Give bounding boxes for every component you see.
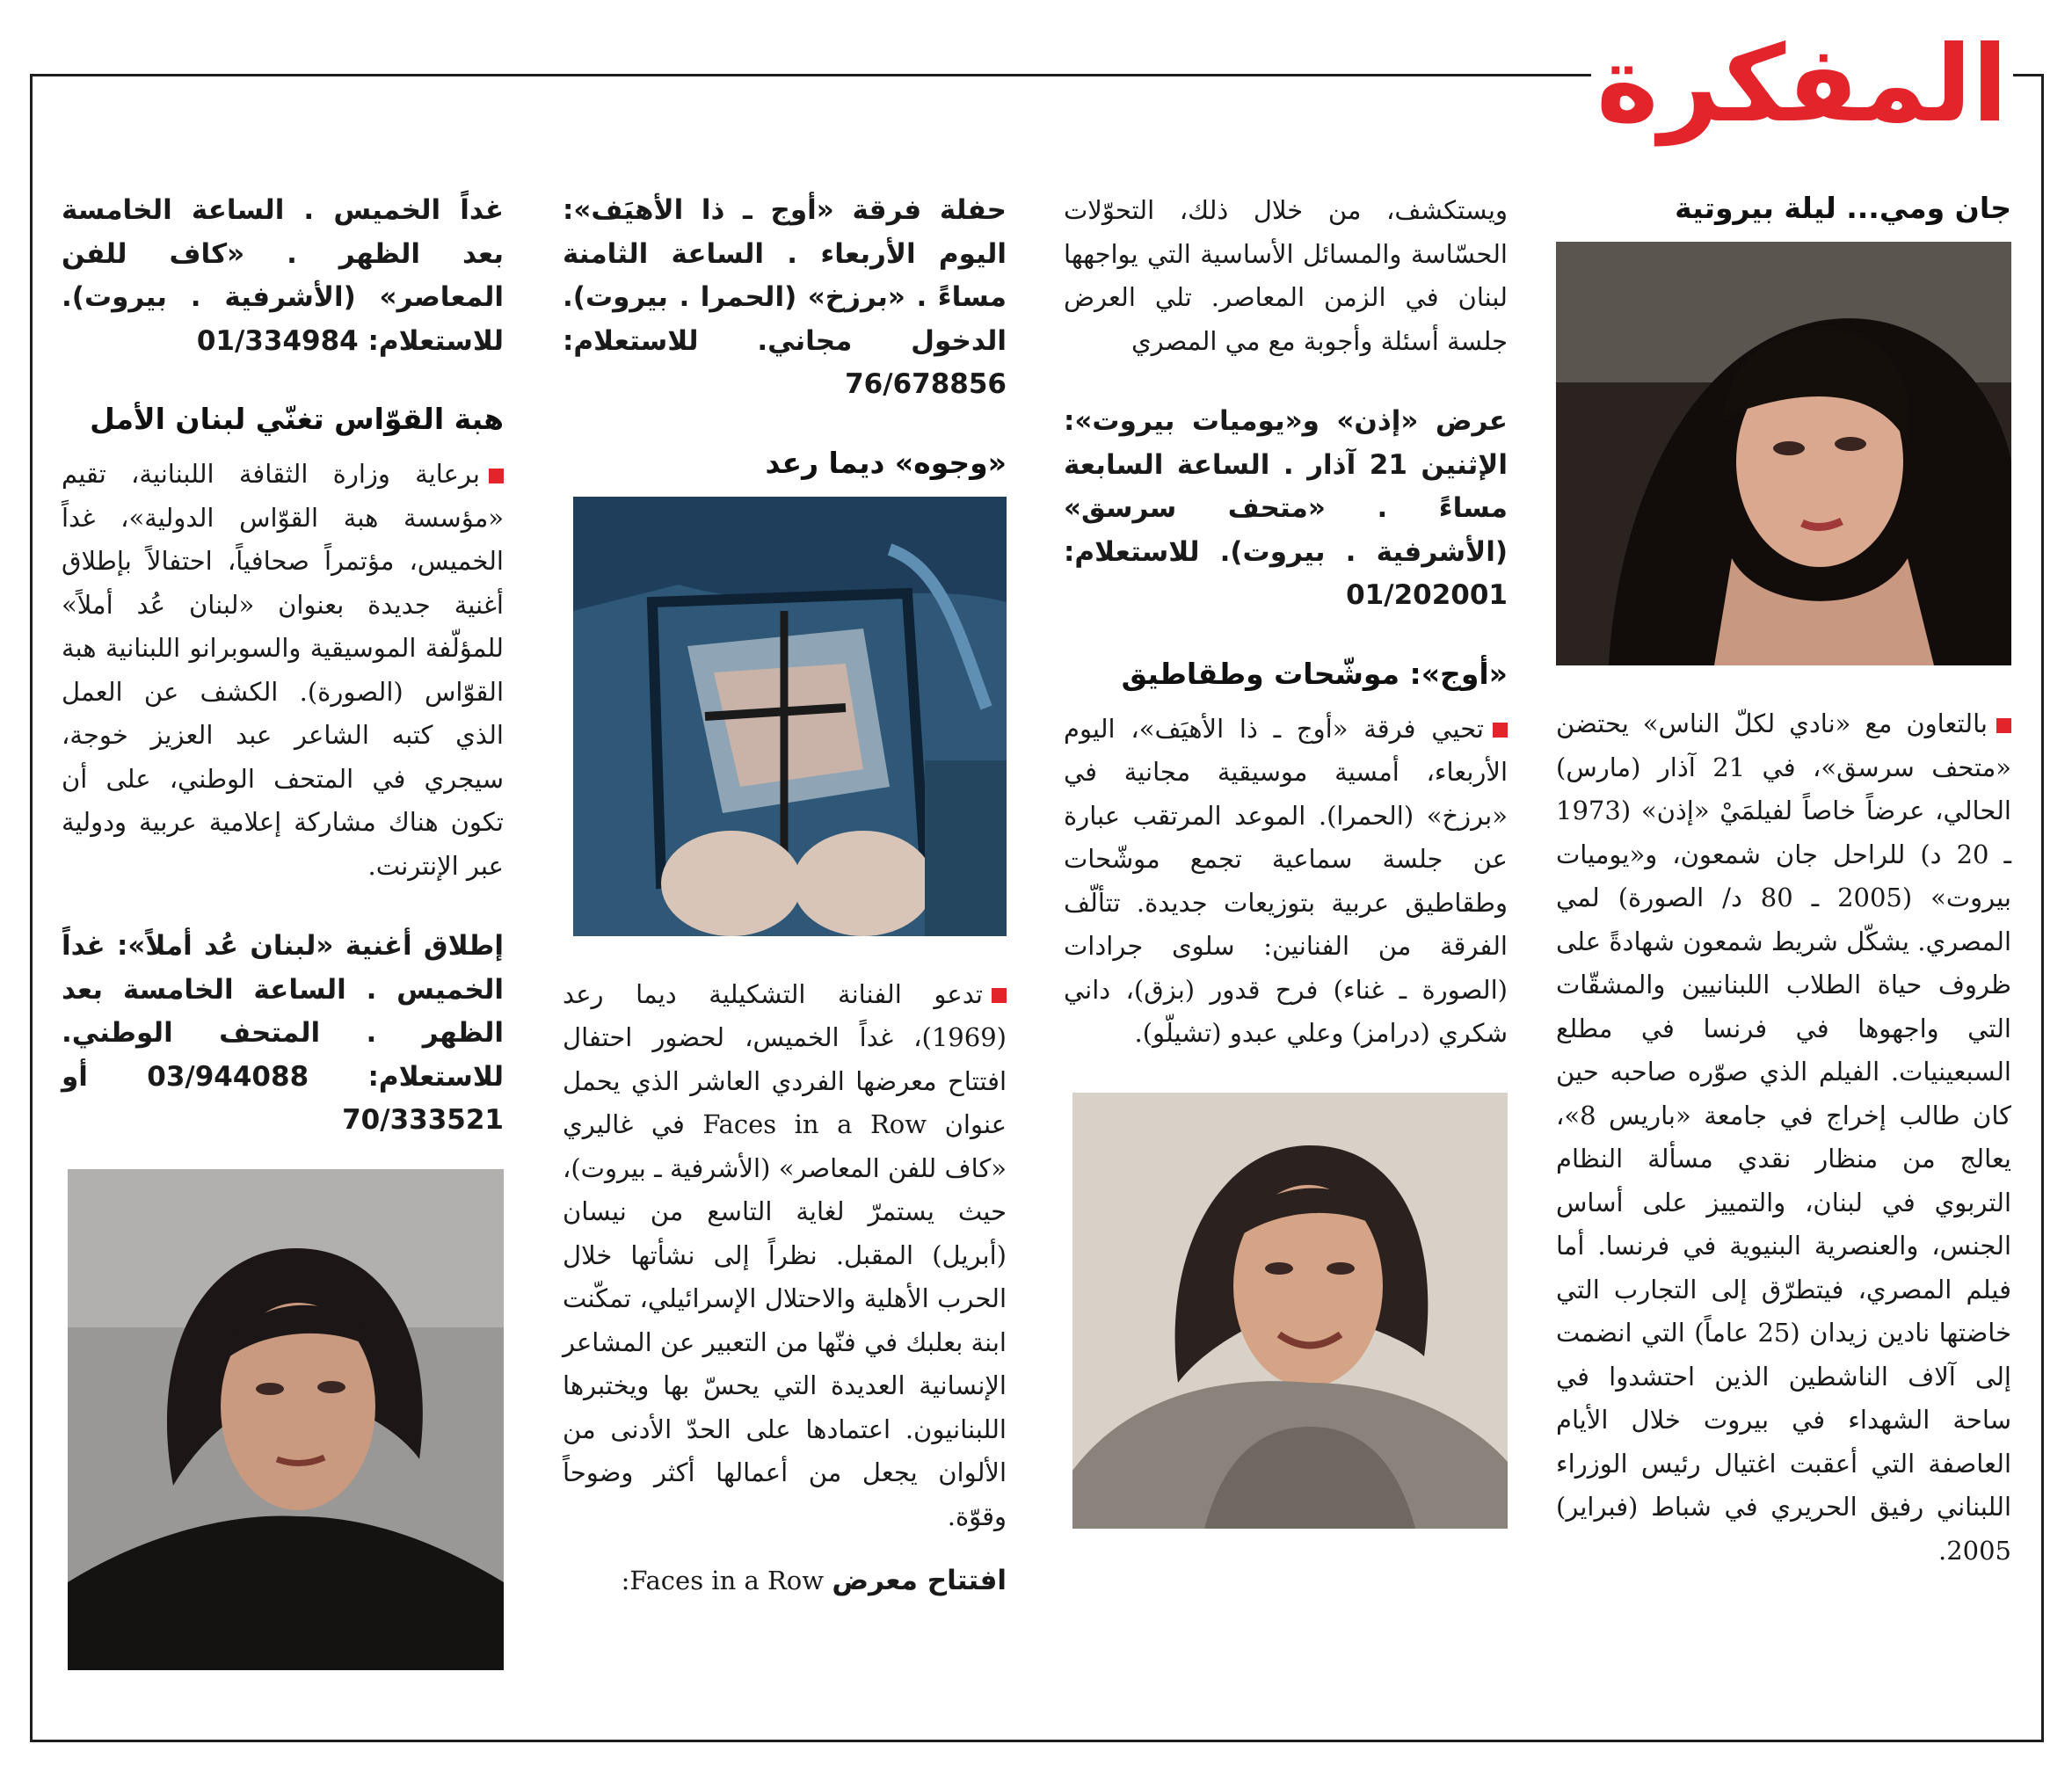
- headline-jan-mai: جان ومي... ليلة بيروتية: [1675, 191, 2011, 225]
- bullet-square: [1996, 718, 2011, 733]
- column-hiba-kawas: [62, 189, 504, 1670]
- headline-hiba-kawas: هبة القوّاس تغنّي لبنان الأمل: [90, 402, 504, 436]
- photo-mai-masri: [1556, 242, 2011, 665]
- caption-exhibition: [563, 1561, 1007, 1600]
- event-info-dima-raad: غداً الخميس . الساعة الخامسة بعد الظهر . «كاف للفن المعاصر» (الأشرفية . بيروت). للاستعلام: 01/334984: [62, 194, 504, 357]
- column-jan-and-mai: [1556, 189, 2011, 1573]
- portrait-soprano-icon: [68, 1169, 504, 1670]
- painting-dima-raad: [573, 497, 1007, 936]
- event-info-hiba-kawas: إطلاق أغنية «لبنان عُد أملاً»: غداً الخميس . الساعة الخامسة بعد الظهر . المتحف الوطني. للاستعلام: 03/944088 أو 70/333521: [62, 930, 504, 1136]
- photo-hiba-kawas: [68, 1169, 504, 1670]
- caption-label: افتتاح معرض: [832, 1565, 1007, 1596]
- article-body-dima-raad: تدعو الفنانة التشكيلية ديما رعد (1969)، غداً الخميس، لحضور احتفال افتتاح معرضها الفردي العاشر الذي يحمل عنوان Faces in a Row في غاليري «كاف للفن المعاصر» (الأشرفية ـ بيروت)، حيث يستمرّ لغاية التاسع من نيسان (أبريل) المقبل. نظراً إلى نشأتها خلال الحرب الأهلية والاحتلال الإسرائيلي، تمكّنت ابنة بعلبك في فنّها من التعبير عن المشاعر الإنسانية العديدة التي يحسّ بها ويختبرها اللبنانيون. اعتمادها على الحدّ الأدنى من الألوان يجعل من أعمالها أكثر وضوحاً وقوّة.: [563, 978, 1007, 1531]
- caption-text: Faces in a Row:: [621, 1566, 825, 1595]
- bullet-square: [992, 988, 1007, 1003]
- headline-dima-raad: «وجوه» ديما رعد: [765, 445, 1007, 480]
- article-body-jan-mai: بالتعاون مع «نادي لكلّ الناس» يحتضن «متحف سرسق»، في 21 آذار (مارس) الحالي، عرضاً خاصاً لفيلمَيْ «إذن» (1973 ـ 20 د) للراحل جان شمعون، و«يوميات بيروت» (2005 ـ 80 د/ الصورة) لمي المصري. يشكّل شريط شمعون شهادةً على ظروف حياة الطلاب اللبنانيين والمشقّات التي واجهوها في فرنسا في مطلع السبعينيات. الفيلم الذي صوّره صاحبه حين كان طالب إخراج في جامعة «باريس 8»، يعالج من منظار نقدي مسألة النظام التربوي في لبنان، والتمييز على أساس الجنس، والعنصرية البنيوية في فرنسا. أما فيلم المصري، فيتطرّق إلى التجارب التي خاضتها نادين زيدان (25 عاماً) التي انضمت إلى آلاف الناشطين الذين احتشدوا في ساحة الشهداء في بيروت خلال الأيام العاصفة التي أعقبت اغتيال رئيس الوزراء اللبناني رفيق الحريري في شباط (فبراير) 2005.: [1556, 709, 2012, 1566]
- bullet-square: [1493, 723, 1508, 738]
- article-body-hiba-kawas: برعاية وزارة الثقافة اللبنانية، تقيم «مؤسسة هبة القوّاس الدولية»، غداً الخميس، مؤتمراً صحافياً، احتفالاً بإطلاق أغنية جديدة بعنوان «لبنان عُد أملاً» للمؤلّفة الموسيقية والسوبرانو اللبنانية هبة القوّاس (الصورة). الكشف عن العمل الذي كتبه الشاعر عبد العزيز خوجة، سيجري في المتحف الوطني، على أن تكون هناك مشاركة إعلامية عربية ودولية عبر الإنترنت.: [62, 459, 504, 881]
- event-info-idhn: عرض «إذن» و«يوميات بيروت»: الإثنين 21 آذار . الساعة السابعة مساءً . «متحف سرسق» (الأشرفية . بيروت). للاستعلام: 01/202001: [1064, 405, 1508, 611]
- masthead: [1591, 19, 2013, 160]
- abstract-painting-icon: [573, 497, 1007, 936]
- portrait-woman-icon: [1556, 242, 2011, 665]
- headline-awj: «أوج»: موشّحات وطقاطيق: [1121, 656, 1508, 691]
- bullet-square: [489, 469, 504, 483]
- article-body-awj: تحيي فرقة «أوج ـ ذا الأهيَف»، اليوم الأربعاء، أمسية موسيقية مجانية في «برزخ» (الحمرا). الموعد المرتقب عبارة عن جلسة سماعية تجمع موشّحات وطقاطيق عربية بتوزيعات جديدة. تتألّف الفرقة من الفنانين: سلوى جرادات (الصورة ـ غناء) فرح قدور (بزق)، داني شكري (درامز) وعلي عبدو (تشيلّو).: [1064, 713, 1508, 1048]
- article-body-continued: ويستكشف، من خلال ذلك، التحوّلات الحسّاسة والمسائل الأساسية التي يواجهها لبنان في الزمن المعاصر. تلي العرض جلسة أسئلة وأجوبة مع مي المصري: [1064, 195, 1508, 356]
- portrait-singer-icon: [1072, 1093, 1508, 1529]
- column-dima-raad: [563, 189, 1007, 1600]
- photo-salwa-jaradat: [1072, 1093, 1508, 1529]
- masthead-title: المفكرة: [1596, 24, 2009, 146]
- event-info-awj: حفلة فرقة «أوج ـ ذا الأهيَف»: اليوم الأربعاء . الساعة الثامنة مساءً . «برزخ» (الحمرا . بيروت). الدخول مجاني. للاستعلام: 76/678856: [563, 194, 1007, 400]
- column-awj: [1064, 189, 1508, 1529]
